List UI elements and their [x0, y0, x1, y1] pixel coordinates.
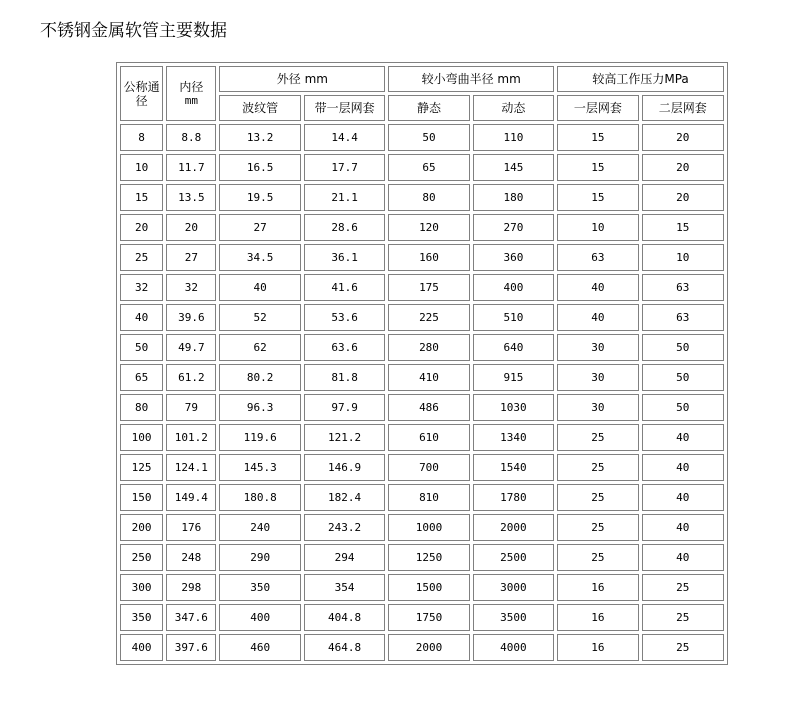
cell-nominal: 150: [120, 484, 163, 511]
cell-corrugated: 16.5: [219, 154, 300, 181]
cell-nominal: 300: [120, 574, 163, 601]
cell-nominal: 15: [120, 184, 163, 211]
cell-dynamic: 400: [473, 274, 554, 301]
cell-single-braid: 14.4: [304, 124, 385, 151]
cell-single-braid: 294: [304, 544, 385, 571]
cell-one-layer: 25: [557, 514, 638, 541]
cell-inner: 39.6: [166, 304, 216, 331]
header-inner-line2: mm: [184, 93, 198, 107]
cell-one-layer: 25: [557, 484, 638, 511]
header-dynamic: 动态: [473, 95, 554, 121]
table-row: [120, 634, 724, 661]
cell-dynamic: 1540: [473, 454, 554, 481]
cell-dynamic: 180: [473, 184, 554, 211]
cell-one-layer: 30: [557, 334, 638, 361]
cell-one-layer: 15: [557, 124, 638, 151]
cell-corrugated: 145.3: [219, 454, 300, 481]
header-outer-diameter: 外径 mm: [219, 66, 385, 92]
cell-corrugated: 62: [219, 334, 300, 361]
header-single-braid: 带一层网套: [304, 95, 385, 121]
cell-nominal: 100: [120, 424, 163, 451]
cell-nominal: 250: [120, 544, 163, 571]
cell-corrugated: 13.2: [219, 124, 300, 151]
header-nominal-diameter: [120, 66, 163, 121]
cell-single-braid: 354: [304, 574, 385, 601]
header-working-pressure: 较高工作压力MPa: [557, 66, 724, 92]
cell-inner: 49.7: [166, 334, 216, 361]
cell-static: 120: [388, 214, 469, 241]
cell-single-braid: 243.2: [304, 514, 385, 541]
cell-two-layer: 50: [642, 334, 724, 361]
cell-inner: 149.4: [166, 484, 216, 511]
cell-nominal: 8: [120, 124, 163, 151]
cell-inner: 61.2: [166, 364, 216, 391]
cell-corrugated: 460: [219, 634, 300, 661]
cell-static: 810: [388, 484, 469, 511]
page-title: 不锈钢金属软管主要数据: [40, 21, 227, 41]
header-static: 静态: [388, 95, 469, 121]
cell-dynamic: 915: [473, 364, 554, 391]
cell-inner: 13.5: [166, 184, 216, 211]
cell-dynamic: 640: [473, 334, 554, 361]
cell-inner: 32: [166, 274, 216, 301]
cell-inner: 11.7: [166, 154, 216, 181]
header-inner-diameter: [166, 66, 216, 121]
cell-nominal: 350: [120, 604, 163, 631]
cell-two-layer: 50: [642, 394, 724, 421]
cell-dynamic: 270: [473, 214, 554, 241]
cell-corrugated: 180.8: [219, 484, 300, 511]
cell-nominal: 32: [120, 274, 163, 301]
cell-two-layer: 40: [642, 424, 724, 451]
cell-two-layer: 40: [642, 484, 724, 511]
cell-nominal: 20: [120, 214, 163, 241]
cell-two-layer: 10: [642, 244, 724, 271]
cell-single-braid: 182.4: [304, 484, 385, 511]
header-corrugated-tube: 波纹管: [219, 95, 300, 121]
cell-two-layer: 20: [642, 184, 724, 211]
cell-inner: 347.6: [166, 604, 216, 631]
cell-static: 280: [388, 334, 469, 361]
header-bend-radius: 较小弯曲半径 mm: [388, 66, 554, 92]
cell-nominal: 25: [120, 244, 163, 271]
cell-single-braid: 81.8: [304, 364, 385, 391]
cell-dynamic: 110: [473, 124, 554, 151]
cell-two-layer: 25: [642, 634, 724, 661]
cell-two-layer: 15: [642, 214, 724, 241]
cell-nominal: 10: [120, 154, 163, 181]
cell-single-braid: 464.8: [304, 634, 385, 661]
cell-one-layer: 25: [557, 454, 638, 481]
table-row: [120, 304, 724, 331]
cell-static: 160: [388, 244, 469, 271]
table-row: [120, 454, 724, 481]
cell-dynamic: 3000: [473, 574, 554, 601]
cell-one-layer: 40: [557, 274, 638, 301]
cell-dynamic: 4000: [473, 634, 554, 661]
table-row: [120, 394, 724, 421]
cell-inner: 124.1: [166, 454, 216, 481]
cell-nominal: 65: [120, 364, 163, 391]
cell-single-braid: 97.9: [304, 394, 385, 421]
cell-one-layer: 30: [557, 364, 638, 391]
table-header-row: [120, 66, 724, 92]
cell-corrugated: 96.3: [219, 394, 300, 421]
table-row: [120, 334, 724, 361]
cell-static: 175: [388, 274, 469, 301]
cell-static: 410: [388, 364, 469, 391]
cell-one-layer: 10: [557, 214, 638, 241]
cell-one-layer: 15: [557, 154, 638, 181]
cell-two-layer: 63: [642, 304, 724, 331]
cell-inner: 79: [166, 394, 216, 421]
table-row: [120, 484, 724, 511]
cell-inner: 20: [166, 214, 216, 241]
cell-inner: 298: [166, 574, 216, 601]
cell-nominal: 80: [120, 394, 163, 421]
cell-single-braid: 404.8: [304, 604, 385, 631]
table-row: [120, 184, 724, 211]
cell-one-layer: 40: [557, 304, 638, 331]
header-one-layer-braid: 一层网套: [557, 95, 638, 121]
cell-dynamic: 2000: [473, 514, 554, 541]
cell-single-braid: 17.7: [304, 154, 385, 181]
cell-inner: 101.2: [166, 424, 216, 451]
header-nominal-line2: 径: [135, 93, 148, 108]
cell-dynamic: 2500: [473, 544, 554, 571]
table-row: [120, 124, 724, 151]
cell-dynamic: 3500: [473, 604, 554, 631]
cell-single-braid: 41.6: [304, 274, 385, 301]
header-inner-line1: 内径: [179, 79, 204, 94]
table-row: [120, 214, 724, 241]
cell-inner: 8.8: [166, 124, 216, 151]
cell-corrugated: 119.6: [219, 424, 300, 451]
table-row: [120, 274, 724, 301]
cell-nominal: 400: [120, 634, 163, 661]
cell-two-layer: 20: [642, 154, 724, 181]
cell-static: 80: [388, 184, 469, 211]
cell-inner: 248: [166, 544, 216, 571]
table-row: [120, 244, 724, 271]
cell-nominal: 50: [120, 334, 163, 361]
cell-corrugated: 40: [219, 274, 300, 301]
cell-static: 1500: [388, 574, 469, 601]
cell-one-layer: 16: [557, 604, 638, 631]
cell-corrugated: 350: [219, 574, 300, 601]
cell-static: 486: [388, 394, 469, 421]
table-row: [120, 574, 724, 601]
cell-two-layer: 40: [642, 544, 724, 571]
cell-single-braid: 28.6: [304, 214, 385, 241]
cell-inner: 27: [166, 244, 216, 271]
cell-inner: 176: [166, 514, 216, 541]
cell-one-layer: 25: [557, 544, 638, 571]
cell-corrugated: 52: [219, 304, 300, 331]
cell-static: 2000: [388, 634, 469, 661]
cell-corrugated: 290: [219, 544, 300, 571]
cell-corrugated: 34.5: [219, 244, 300, 271]
cell-static: 1750: [388, 604, 469, 631]
spec-table: [116, 62, 728, 665]
cell-dynamic: 510: [473, 304, 554, 331]
cell-one-layer: 16: [557, 574, 638, 601]
cell-two-layer: 50: [642, 364, 724, 391]
cell-one-layer: 16: [557, 634, 638, 661]
cell-dynamic: 360: [473, 244, 554, 271]
cell-corrugated: 400: [219, 604, 300, 631]
table-row: [120, 364, 724, 391]
cell-single-braid: 21.1: [304, 184, 385, 211]
cell-corrugated: 80.2: [219, 364, 300, 391]
cell-two-layer: 20: [642, 124, 724, 151]
cell-single-braid: 121.2: [304, 424, 385, 451]
cell-single-braid: 63.6: [304, 334, 385, 361]
cell-static: 1000: [388, 514, 469, 541]
cell-dynamic: 1780: [473, 484, 554, 511]
header-nominal-line1: 公称通: [123, 79, 160, 94]
cell-one-layer: 25: [557, 424, 638, 451]
cell-one-layer: 15: [557, 184, 638, 211]
cell-static: 1250: [388, 544, 469, 571]
cell-static: 610: [388, 424, 469, 451]
cell-two-layer: 25: [642, 604, 724, 631]
header-two-layer-braid: 二层网套: [642, 95, 724, 121]
cell-nominal: 40: [120, 304, 163, 331]
table-row: [120, 604, 724, 631]
cell-static: 65: [388, 154, 469, 181]
cell-one-layer: 63: [557, 244, 638, 271]
cell-static: 50: [388, 124, 469, 151]
cell-dynamic: 1030: [473, 394, 554, 421]
cell-nominal: 125: [120, 454, 163, 481]
cell-inner: 397.6: [166, 634, 216, 661]
cell-two-layer: 40: [642, 454, 724, 481]
table-row: [120, 154, 724, 181]
table-row: [120, 424, 724, 451]
cell-static: 700: [388, 454, 469, 481]
cell-one-layer: 30: [557, 394, 638, 421]
cell-single-braid: 53.6: [304, 304, 385, 331]
cell-two-layer: 40: [642, 514, 724, 541]
cell-single-braid: 146.9: [304, 454, 385, 481]
table-row: [120, 514, 724, 541]
cell-dynamic: 1340: [473, 424, 554, 451]
cell-corrugated: 240: [219, 514, 300, 541]
cell-two-layer: 63: [642, 274, 724, 301]
cell-static: 225: [388, 304, 469, 331]
cell-dynamic: 145: [473, 154, 554, 181]
table-row: [120, 544, 724, 571]
cell-nominal: 200: [120, 514, 163, 541]
cell-corrugated: 19.5: [219, 184, 300, 211]
cell-corrugated: 27: [219, 214, 300, 241]
cell-two-layer: 25: [642, 574, 724, 601]
cell-single-braid: 36.1: [304, 244, 385, 271]
